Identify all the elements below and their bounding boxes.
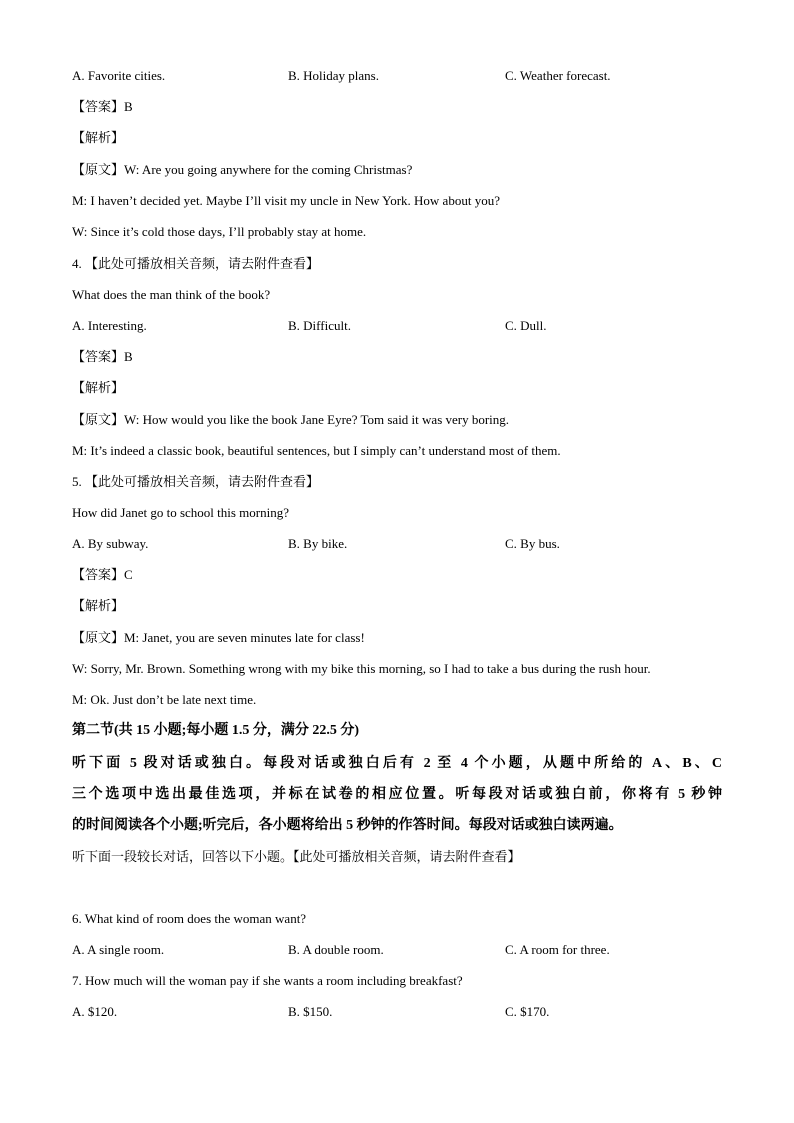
q4-option-c: C. Dull. <box>505 318 547 333</box>
q4-script-line: 【原文】W: How would you like the book Jane Eyre? Tom said it was very boring. <box>72 412 510 427</box>
q4-option-b: B. Difficult. <box>288 318 351 333</box>
section-lead: 听下面一段较长对话，回答以下小题。【此处可播放相关音频，请去附件查看】 <box>72 849 521 864</box>
q7-question: 7. How much will the woman pay if she wants a room including breakfast? <box>72 973 463 988</box>
q3-analysis-label: 【解析】 <box>72 130 125 145</box>
q4-options <box>72 318 722 334</box>
q4-question: What does the man think of the book? <box>72 287 271 302</box>
q4-script-line: M: It’s indeed a classic book, beautiful sentences, but I simply can’t understand most of them. <box>72 443 561 458</box>
section-title: 第二节(共 15 小题;每小题 1.5 分，满分 22.5 分) <box>72 723 359 738</box>
q5-option-a: A. By subway. <box>72 536 149 551</box>
section-instructions-line: 三个选项中选出最佳选项，并标在试卷的相应位置。听每段对话或独白前，你将有 5 秒钟 <box>72 787 722 802</box>
q4-analysis-label: 【解析】 <box>72 380 125 395</box>
q5-script-line: M: Ok. Just don’t be late next time. <box>72 692 257 707</box>
q4-answer: 【答案】B <box>72 349 133 364</box>
q6-option-c: C. A room for three. <box>505 942 610 957</box>
q5-analysis-label: 【解析】 <box>72 598 125 613</box>
q5-question: How did Janet go to school this morning? <box>72 505 290 520</box>
q3-script-line: W: Since it’s cold those days, I’ll probably stay at home. <box>72 224 367 239</box>
q7-options <box>72 1004 722 1020</box>
q5-number-line: 5. 【此处可播放相关音频，请去附件查看】 <box>72 474 320 489</box>
q3-option-a: A. Favorite cities. <box>72 68 166 83</box>
q5-option-c: C. By bus. <box>505 536 560 551</box>
q3-script-line: 【原文】W: Are you going anywhere for the coming Christmas? <box>72 162 413 177</box>
q6-options <box>72 942 722 958</box>
q7-option-a: A. $120. <box>72 1004 118 1019</box>
q3-options <box>72 68 722 84</box>
section-instructions-line: 的时间阅读各个小题;听完后，各小题将给出 5 秒钟的作答时间。每段对话或独白读两遍。 <box>72 818 623 833</box>
q3-answer: 【答案】B <box>72 99 133 114</box>
section-instructions-line: 听下面 5 段对话或独白。每段对话或独白后有 2 至 4 个小题，从题中所给的 A、B、C <box>72 756 722 771</box>
q4-number-line: 4. 【此处可播放相关音频，请去附件查看】 <box>72 256 320 271</box>
q5-options <box>72 536 722 552</box>
q6-question: 6. What kind of room does the woman want? <box>72 911 307 926</box>
q5-answer: 【答案】C <box>72 567 133 582</box>
q5-script-line: W: Sorry, Mr. Brown. Something wrong with my bike this morning, so I had to take a bus during the rush hour. <box>72 661 651 676</box>
q6-option-a: A. A single room. <box>72 942 165 957</box>
q3-option-c: C. Weather forecast. <box>505 68 611 83</box>
q7-option-b: B. $150. <box>288 1004 333 1019</box>
q4-option-a: A. Interesting. <box>72 318 147 333</box>
q5-option-b: B. By bike. <box>288 536 348 551</box>
q6-option-b: B. A double room. <box>288 942 384 957</box>
q7-option-c: C. $170. <box>505 1004 550 1019</box>
q3-option-b: B. Holiday plans. <box>288 68 379 83</box>
q5-script-line: 【原文】M: Janet, you are seven minutes late for class! <box>72 630 365 645</box>
q3-script-line: M: I haven’t decided yet. Maybe I’ll visit my uncle in New York. How about you? <box>72 193 500 208</box>
